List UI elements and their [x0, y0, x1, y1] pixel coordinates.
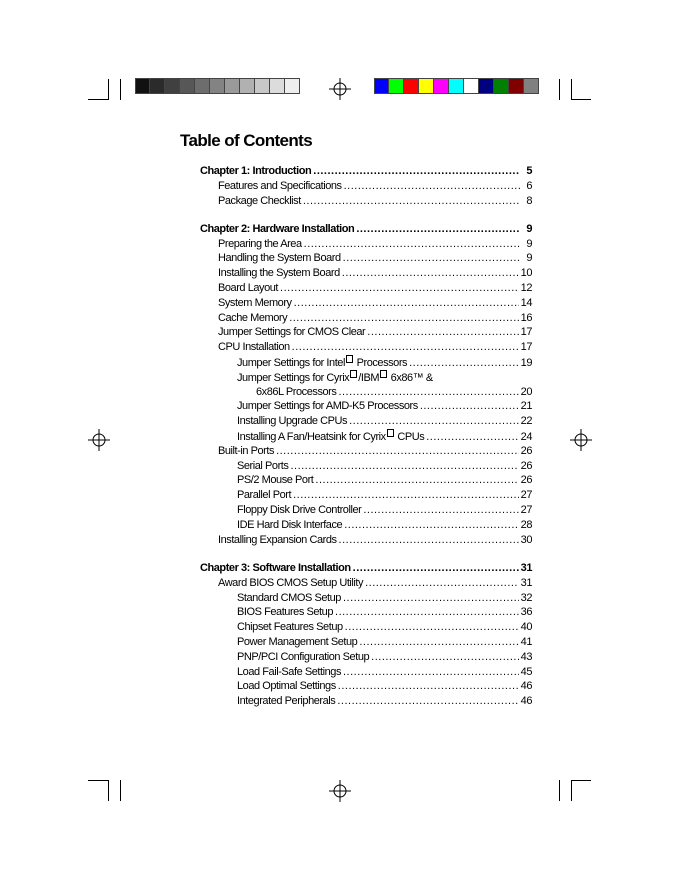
toc-entry[interactable]: Standard CMOS Setup ..... 32	[200, 591, 532, 606]
toc-entry[interactable]: Load Optimal Settings ..... 46	[200, 679, 532, 694]
toc-entry[interactable]: Chipset Features Setup ..... 40	[200, 620, 532, 635]
toc-entry[interactable]: Installing Upgrade CPUs ..... 22	[200, 414, 532, 429]
color-swatch	[404, 78, 419, 94]
toc-entry[interactable]: Floppy Disk Drive Controller ..... 27	[200, 503, 532, 518]
crop-mark	[88, 99, 108, 100]
color-swatch	[449, 78, 464, 94]
color-swatch	[374, 78, 389, 94]
registration-mark-icon	[329, 78, 351, 100]
toc-entry[interactable]: Board Layout ..... 12	[200, 281, 532, 296]
crop-mark	[559, 780, 560, 801]
toc-entry[interactable]: Features and Specifications ..... 6	[200, 179, 532, 194]
toc-entry[interactable]: PNP/PCI Configuration Setup ..... 43	[200, 650, 532, 665]
toc-entry-chapter-1[interactable]: Chapter 1: Introduction ..... 5	[200, 164, 532, 179]
registered-mark-icon	[380, 370, 387, 378]
toc-entry[interactable]: BIOS Features Setup ..... 36	[200, 605, 532, 620]
registered-mark-icon	[350, 370, 357, 378]
toc-entry[interactable]: Jumper Settings for AMD-K5 Processors ..... 21	[200, 399, 532, 414]
crop-mark	[571, 780, 591, 781]
crop-mark	[108, 780, 109, 801]
color-swatch	[509, 78, 524, 94]
gray-swatch	[165, 78, 180, 94]
toc-entry[interactable]: Serial Ports ..... 26	[200, 459, 532, 474]
color-swatch	[494, 78, 509, 94]
toc-entry[interactable]: Cache Memory ..... 16	[200, 311, 532, 326]
toc-entry[interactable]: Award BIOS CMOS Setup Utility ..... 31	[200, 576, 532, 591]
color-swatch	[524, 78, 539, 94]
toc-entry[interactable]: Handling the System Board ..... 9	[200, 251, 532, 266]
gray-swatch	[135, 78, 150, 94]
toc-entry-chapter-3[interactable]: Chapter 3: Software Installation ..... 31	[200, 561, 532, 576]
gray-swatch	[270, 78, 285, 94]
toc-entry[interactable]: System Memory ..... 14	[200, 296, 532, 311]
toc-entry[interactable]: Installing A Fan/Heatsink for Cyrix CPUs ..... 24	[200, 429, 532, 444]
color-swatch	[464, 78, 479, 94]
color-swatch	[434, 78, 449, 94]
registration-mark-icon	[570, 429, 592, 451]
toc-entry[interactable]: Built-in Ports ..... 26	[200, 444, 532, 459]
crop-mark	[120, 79, 121, 100]
color-swatch	[479, 78, 494, 94]
gray-swatch	[150, 78, 165, 94]
toc-entry[interactable]: Jumper Settings for CMOS Clear ..... 17	[200, 325, 532, 340]
gray-swatch	[210, 78, 225, 94]
gray-swatch	[255, 78, 270, 94]
grayscale-bar	[135, 78, 300, 94]
crop-mark	[108, 79, 109, 100]
color-bar	[374, 78, 539, 94]
gray-swatch	[240, 78, 255, 94]
registered-mark-icon	[387, 429, 394, 437]
toc-entry[interactable]: CPU Installation ..... 17	[200, 340, 532, 355]
gray-swatch	[195, 78, 210, 94]
table-of-contents	[200, 164, 532, 709]
toc-entry-chapter-2[interactable]: Chapter 2: Hardware Installation ..... 9	[200, 222, 532, 237]
gray-swatch	[225, 78, 240, 94]
crop-mark	[571, 79, 572, 100]
crop-mark	[120, 780, 121, 801]
toc-entry[interactable]: Parallel Port ..... 27	[200, 488, 532, 503]
gray-swatch	[285, 78, 300, 94]
page-title: Table of Contents	[180, 131, 313, 150]
toc-entry[interactable]: 6x86L Processors ..... 20	[200, 385, 532, 400]
crop-mark	[559, 79, 560, 100]
toc-entry[interactable]: Jumper Settings for Intel Processors ..... 19	[200, 355, 532, 370]
toc-entry[interactable]: Jumper Settings for Cyrix /IBM 6x86™ &	[237, 371, 433, 384]
toc-entry[interactable]: Installing the System Board ..... 10	[200, 266, 532, 281]
gray-swatch	[180, 78, 195, 94]
toc-entry[interactable]: IDE Hard Disk Interface ..... 28	[200, 518, 532, 533]
color-swatch	[419, 78, 434, 94]
crop-mark	[571, 99, 591, 100]
registered-mark-icon	[346, 355, 353, 363]
toc-entry[interactable]: Package Checklist ..... 8	[200, 194, 532, 209]
color-swatch	[389, 78, 404, 94]
toc-entry[interactable]: PS/2 Mouse Port ..... 26	[200, 473, 532, 488]
toc-entry[interactable]: Power Management Setup ..... 41	[200, 635, 532, 650]
crop-mark	[571, 780, 572, 801]
registration-mark-icon	[88, 429, 110, 451]
toc-entry[interactable]: Preparing the Area ..... 9	[200, 237, 532, 252]
toc-entry[interactable]: Integrated Peripherals ..... 46	[200, 694, 532, 709]
toc-entry[interactable]: Installing Expansion Cards ..... 30	[200, 533, 532, 548]
crop-mark	[88, 780, 108, 781]
registration-mark-icon	[329, 780, 351, 802]
toc-entry[interactable]: Load Fail-Safe Settings ..... 45	[200, 665, 532, 680]
